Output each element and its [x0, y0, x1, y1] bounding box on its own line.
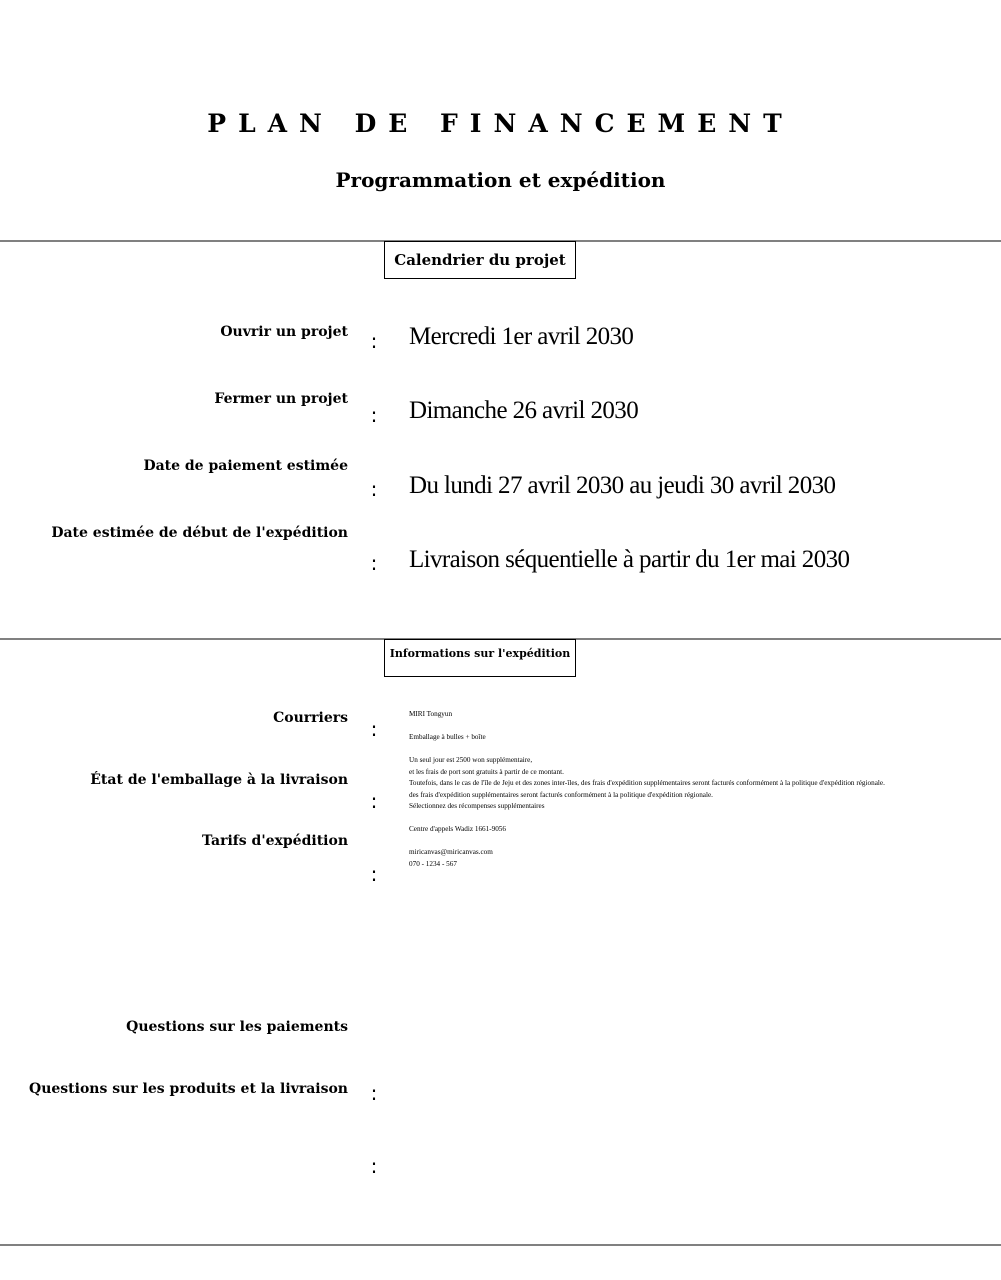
- shipping-label-rates: Tarifs d'expédition: [201, 833, 348, 849]
- shipping-details: [409, 709, 969, 870]
- separator-colon: :: [370, 862, 378, 886]
- shipping-label-product-questions: Questions sur les produits et la livraison: [29, 1081, 348, 1097]
- separator-colon: :: [370, 403, 378, 427]
- separator-colon: :: [370, 551, 378, 575]
- rates-line: Sélectionnez des récompenses supplémentaires: [409, 802, 545, 810]
- rates-line: Toutefois, dans le cas de l'île de Jeju et des zones inter-îles, des frais d'expédition supplémentaires seront facturés conformément à la politique d'expédition régionale.: [409, 779, 885, 787]
- schedule-value-close: Dimanche 26 avril 2030: [409, 397, 639, 424]
- page-title: PLAN DE FINANCEMENT: [207, 109, 794, 138]
- rates-line: Un seul jour est 2500 won supplémentaire,: [409, 756, 533, 764]
- courier-value: MIRI Tongyun: [409, 710, 453, 718]
- rates-line: et les frais de port sont gratuits à partir de ce montant.: [409, 767, 564, 776]
- contact-email: miricanvas@miricanvas.com: [409, 848, 493, 856]
- schedule-label-shipping-start: Date estimée de début de l'expédition: [51, 525, 348, 541]
- separator-colon: :: [370, 1154, 378, 1178]
- section-title-shipping: Informations sur l'expédition: [384, 639, 576, 677]
- shipping-label-couriers: Courriers: [273, 710, 348, 726]
- footer-divider: [0, 1244, 1001, 1246]
- schedule-value-payment: Du lundi 27 avril 2030 au jeudi 30 avril 2030: [409, 472, 836, 499]
- page-subtitle: Programmation et expédition: [335, 168, 666, 192]
- separator-colon: :: [370, 329, 378, 353]
- rates-line: des frais d'expédition supplémentaires seront facturés conformément à la politique d'expédition régionale.: [409, 790, 713, 799]
- section-title-schedule: Calendrier du projet: [384, 241, 576, 279]
- schedule-label-payment: Date de paiement estimée: [143, 458, 348, 474]
- schedule-label-close: Fermer un projet: [214, 391, 348, 407]
- separator-colon: :: [370, 477, 378, 501]
- schedule-value-shipping-start: Livraison séquentielle à partir du 1er mai 2030: [409, 546, 850, 573]
- schedule-value-open: Mercredi 1er avril 2030: [409, 323, 634, 350]
- contact-phone: 070 - 1234 - 567: [409, 859, 457, 868]
- payment-contact: Centre d'appels Wadiz 1661-9056: [409, 825, 506, 833]
- separator-colon: :: [370, 717, 378, 741]
- separator-colon: :: [370, 1081, 378, 1105]
- packaging-value: Emballage à bulles + boîte: [409, 733, 486, 741]
- schedule-label-open: Ouvrir un projet: [220, 324, 348, 340]
- separator-colon: :: [370, 789, 378, 813]
- shipping-label-payment-questions: Questions sur les paiements: [126, 1019, 348, 1035]
- shipping-label-packaging: État de l'emballage à la livraison: [90, 772, 348, 788]
